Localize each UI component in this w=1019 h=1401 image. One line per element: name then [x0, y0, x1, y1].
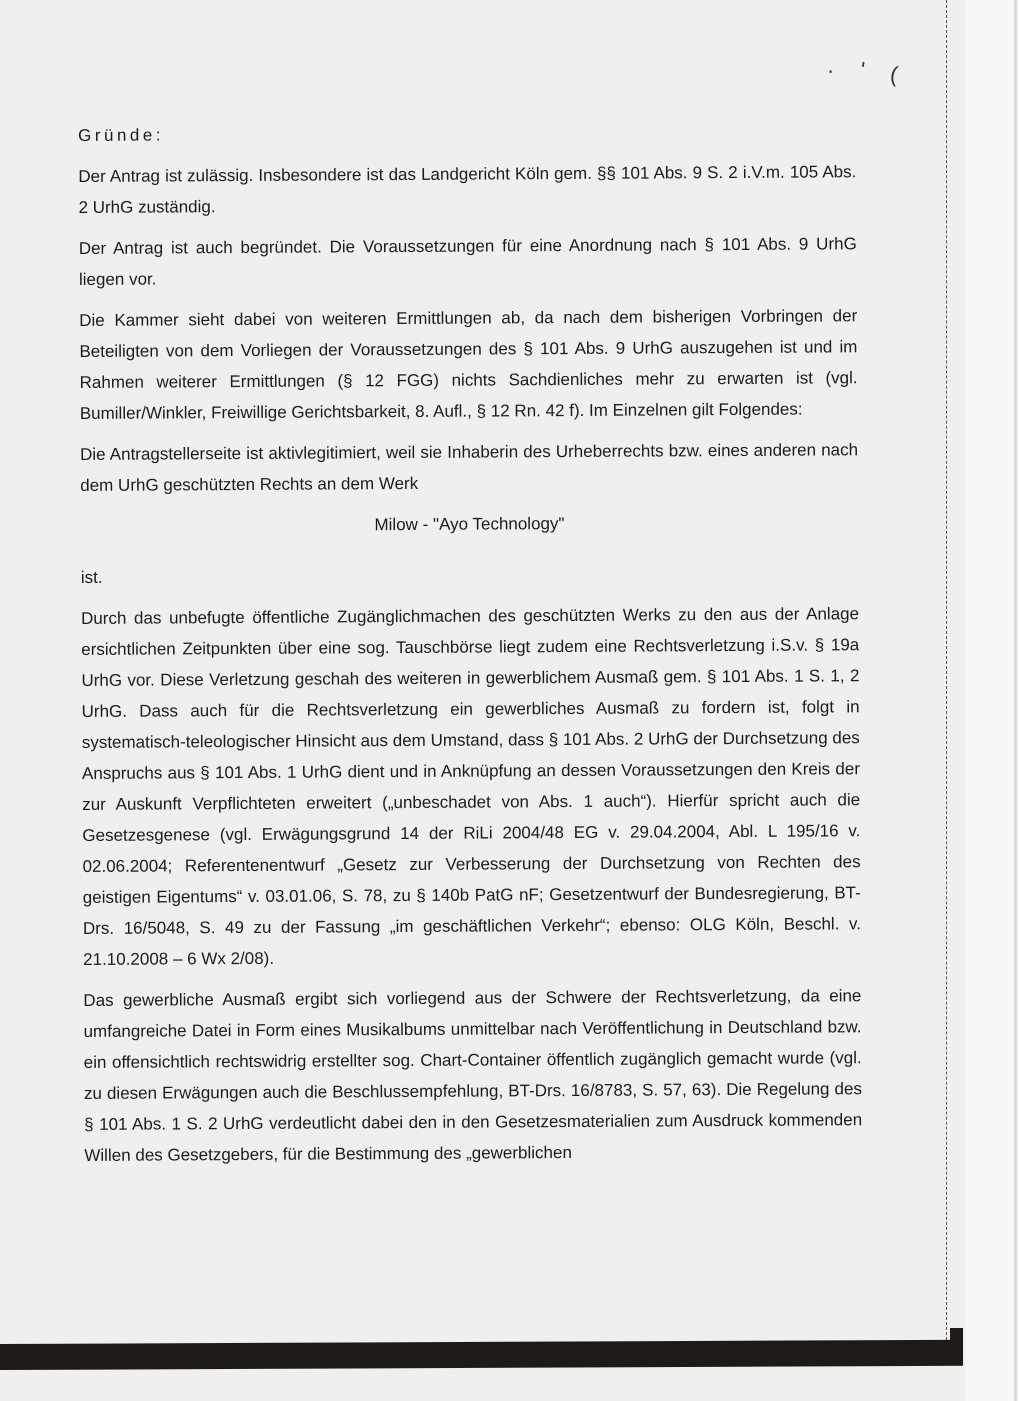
paragraph-justification: Der Antrag ist auch begründet. Die Voraussetzungen für eine Anordnung nach § 101 Abs. 9 UrhG liegen vor. [78, 234, 857, 289]
paragraph-investigations: Die Kammer sieht dabei von weiteren Ermittlungen ab, da nach dem bisherigen Vorbringen der Beteiligten von dem Vorliegen der Voraussetzungen des § 101 Abs. 9 UrhG auszugehen ist und im Rahmen weiterer Ermittlungen (§ 12 FGG) nichts Sachdienliches mehr zu erwarten ist (vgl. Bumiller/Winkler, Freiwillige Gerichtsbarkeit, 8. Aufl., § 12 Rn. 42 f). Im Einzelnen gilt Folgendes: [79, 306, 858, 423]
scan-edge [1014, 0, 1017, 1401]
paragraph-infringement: Durch das unbefugte öffentliche Zugänglichmachen des geschützten Werks zu den aus der Anlage ersichtlichen Zeitpunkten über eine sog. Tauschbörse liegt zudem eine Rechtsverletzung i.S.v. § 19a UrhG vor. Diese Verletzung geschah des weiteren in gewerblichem Ausmaß gem. § 101 Abs. 1 S. 1, 2 UrhG. Dass auch für die Rechtsverletzung ein gewerbliches Ausmaß zu fordern ist, folgt in systematisch-teleologischer Hinsicht aus dem Umstand, dass § 101 Abs. 2 UrhG der Durchsetzung des Anspruchs aus § 101 Abs. 1 UrhG dient und in Anknüpfung an dessen Voraussetzungen den Kreis der zur Auskunft Verpflichteten erweitert („unbeschadet von Abs. 1 auch“). Hierfür spricht auch die Gesetzesgenese (vgl. Erwägungsgrund 14 der RiLi 2004/48 EG v. 29.04.2004, Abl. L 195/16 v. 02.06.2004; Referentenentwurf „Gesetz zur Verbesserung der Durchsetzung von Rechten des geistigen Eigentums“ v. 03.01.06, S. 78, zu § 140b PatG nF; Gesetzentwurf der Bundesregierung, BT-Drs. 16/5048, S. 49 zu der Fassung „im geschäftlichen Verkehr“; ebenso: OLG Köln, Beschl. v. 21.10.2008 – 6 Wx 2/08). [80, 604, 861, 969]
scan-margin [965, 0, 1019, 1401]
work-title: Milow - "Ayo Technology" [374, 514, 565, 535]
section-heading: Gründe: [78, 125, 165, 145]
document-body [78, 115, 862, 1181]
paragraph-admissibility: Der Antrag ist zulässig. Insbesondere ist das Landgericht Köln gem. §§ 101 Abs. 9 S. 2 i.V.m. 105 Abs. 2 UrhG zuständig. [78, 162, 857, 217]
scan-shadow-bar [0, 1340, 963, 1370]
paragraph-commercial-scale: Das gewerbliche Ausmaß ergibt sich vorliegend aus der Schwere der Rechtsverletzung, da eine umfangreiche Datei in Form eines Musikalbums unmittelbar nach Veröffentlichung in Deutschland bzw. ein offensichtlich rechtswidrig erstellter sog. Chart-Container öffentlich zugänglich gemacht wurde (vgl. zu diesen Erwägungen auch die Beschlussempfehlung, BT-Drs. 16/8783, S. 57, 63). Die Regelung des § 101 Abs. 1 S. 2 UrhG verdeutlicht dabei den in den Gesetzesmaterialien zum Ausdruck kommenden Willen des Gesetzgebers, für die Bestimmung des „gewerblichen [83, 986, 863, 1165]
margin-marks: . ' ( [826, 52, 910, 89]
paragraph-ist: ist. [80, 567, 103, 587]
paragraph-standing: Die Antragstellerseite ist aktivlegitimiert, weil sie Inhaberin des Urheberrechts bzw. eines anderen nach dem UrhG geschützten Rechts an dem Werk [79, 440, 859, 495]
fold-line [946, 0, 947, 1340]
